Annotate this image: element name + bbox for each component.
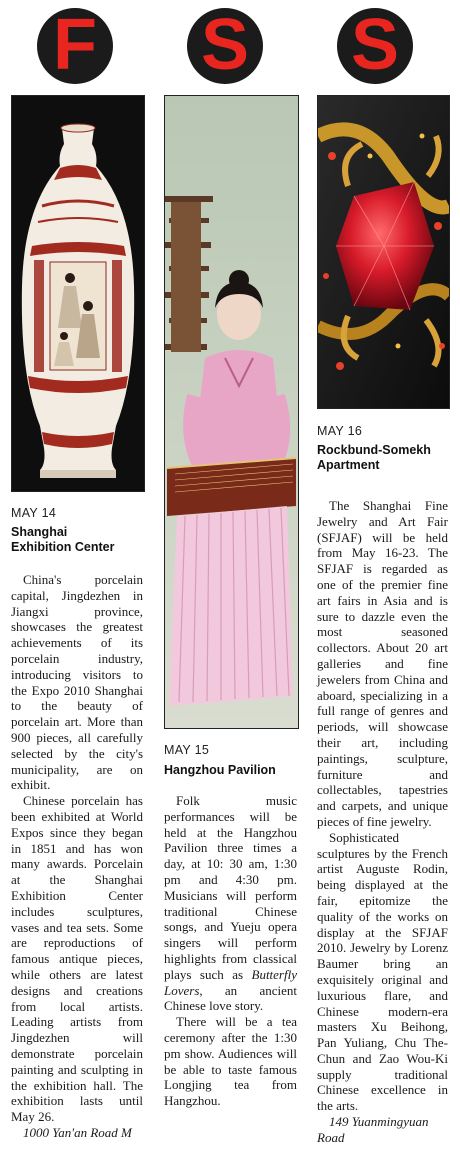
badge-letter: F	[53, 5, 97, 85]
event-address: 149 Yuanmingyuan Road	[317, 1114, 429, 1145]
badge-letter: S	[350, 5, 400, 85]
text-run: , an ancient Chinese love story.	[164, 982, 297, 1014]
event-address: 1000 Yan'an Road M	[23, 1124, 132, 1140]
badge-letter: S	[200, 5, 250, 85]
event-venue	[11, 525, 114, 555]
venue-line: Rockbund-Somekh	[317, 443, 431, 457]
text-run: Folk music performances will be held at the Hangzhou Pavilion three times a day, at 10: 30 am, 1:30 pm and 4:30 pm. Musicians will perform traditional Chinese songs, and Yueju opera singers will perform highlights from classical plays such as	[164, 793, 297, 982]
article-hangzhou-pavilion	[164, 793, 297, 1109]
badge-s-2	[337, 5, 413, 85]
porcelain-vase-photo	[11, 95, 145, 492]
article-paragraph: China's porcelain capital, Jingdezhen in Jiangxi province, showcases the greatest achievements of its porcelain industry, introducing visitors to the Expo 2010 Shanghai to the beauty of porcelain art. More than 900 pieces, all carefully selected by the city's municipality, are on exhibit.	[11, 572, 143, 793]
play-title: Butterfly Lovers	[164, 966, 297, 998]
article-rockbund-somekh-apartment	[317, 498, 448, 1146]
event-venue	[317, 443, 431, 473]
article-paragraph: There will be a tea ceremony after the 1:30 pm show. Audiences will be able to taste famous Longjing tea from Hangzhou.	[164, 1014, 297, 1109]
article-paragraph: Chinese porcelain has been exhibited at World Expos since they began in 1851 and has won many awards. Porcelain at the Shanghai Exhibition Center includes sculptures, vases and tea sets. Some are reproductions of famous antique pieces, while others are latest designs and creations from local artists. Leading artists from Jingdezhen will demonstrate porcelain painting and sculpting in the exhibition hall. The exhibition lasts until May 26.	[11, 793, 143, 1125]
event-date: MAY 15	[164, 743, 210, 757]
article-paragraph: Sophisticated sculptures by the French artist Auguste Rodin, being displayed at the fair, epitomize the quality of the works on display at the SFJAF 2010. Jewelry by Lorenz Baumer bring an exquisitely original and luxurious flare, and Chinese modern-era masters Xu Beihong, Pan Yuliang, Chu The-Chun and Zao Wou-Ki supply traditional Chinese excellence in the arts.	[317, 829, 448, 1114]
article-shanghai-exhibition-center	[11, 572, 143, 1141]
event-venue: Hangzhou Pavilion	[164, 763, 276, 777]
badge-s-1	[187, 5, 263, 85]
badge-f	[37, 5, 113, 85]
event-date: MAY 14	[11, 506, 57, 520]
ruby-ring-photo	[317, 95, 450, 409]
guzheng-performer-photo	[164, 95, 299, 729]
article-paragraph: The Shanghai Fine Jewelry and Art Fair (SFJAF) will be held from May 16-23. The SFJAF is regarded as one of the premier fine art fairs in Asia and is sure to dazzle even the most seasoned collectors. About 20 art galleries and fine jewelers from China and aboard, specializing in a full range of genres and periods, will showcase their art, including paintings, sculpture, furniture and collectables, tapestries and carpets, and unique pieces of fine jewelry.	[317, 498, 448, 829]
venue-line: Exhibition Center	[11, 540, 115, 554]
article-paragraph	[164, 793, 297, 1014]
event-date: MAY 16	[317, 424, 363, 438]
venue-line: Apartment	[317, 458, 380, 472]
venue-line: Shanghai	[11, 525, 68, 539]
